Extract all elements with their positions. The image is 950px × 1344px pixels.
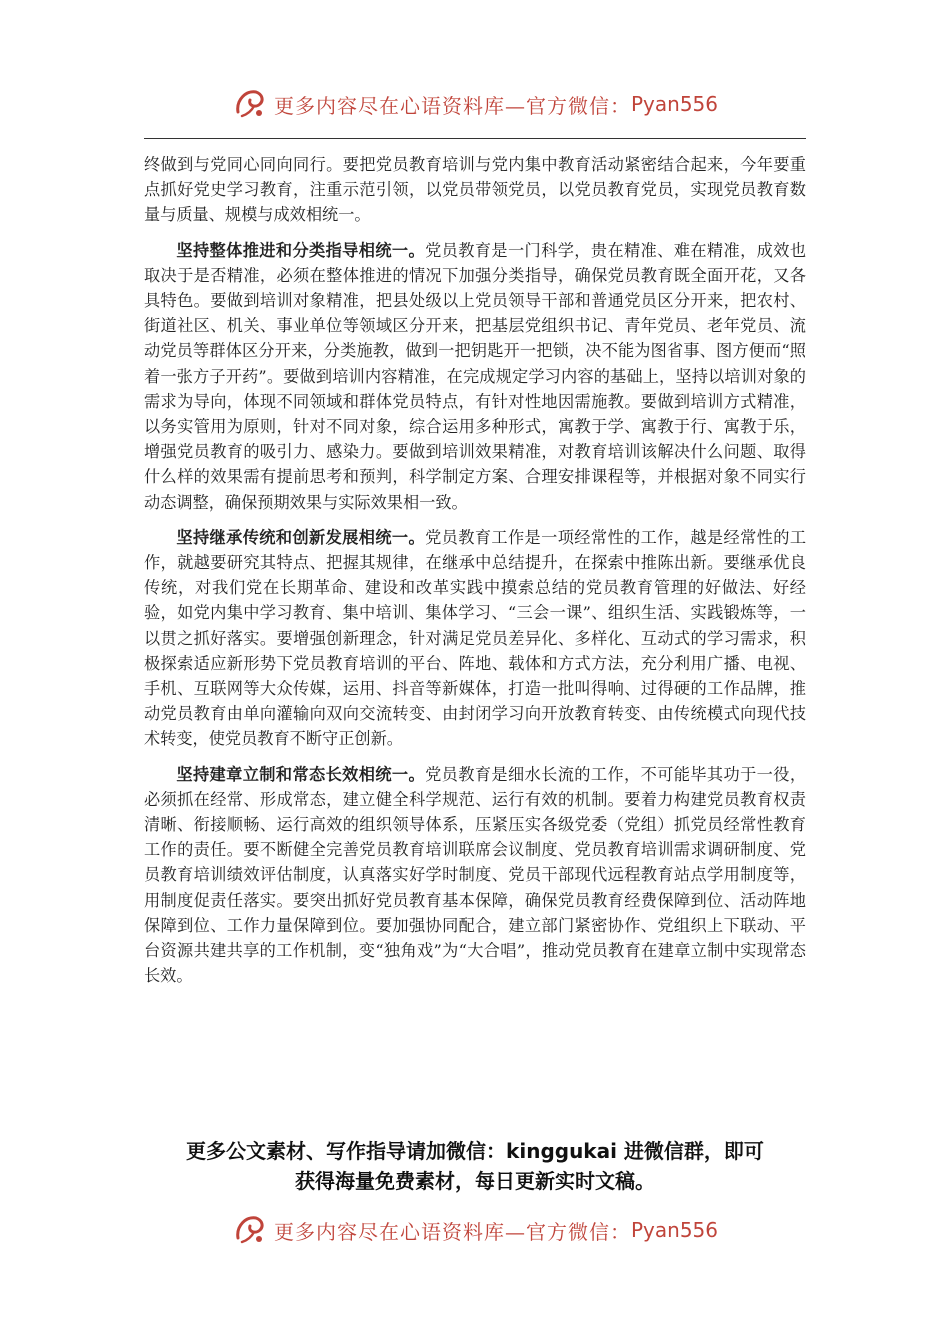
- paragraph-text: 终做到与党同心同向同行。要把党员教育培训与党内集中教育活动紧密结合起来，今年要重点抓好党史学习教育，注重示范引领，以党员带领党员，以党员教育党员，实现党员教育数量与质量、规模与成效相统一。: [144, 155, 806, 225]
- header-divider: [144, 138, 806, 139]
- paragraph-section: [144, 762, 806, 989]
- paragraph-heading: 坚持继承传统和创新发展相统一。: [176, 527, 426, 547]
- paragraph-heading: 坚持建章立制和常态长效相统一。: [176, 764, 426, 784]
- swirl-logo-icon: [232, 86, 268, 122]
- document-body: [144, 152, 806, 999]
- paragraph-text: 党员教育是一门科学，贵在精准、难在精准，成效也取决于是否精准，必须在整体推进的情况下加强分类指导，确保党员教育既全面开花，又各具特色。要做到培训对象精准，把县处级以上党员领导干部和普通党员区分开来，把农村、街道社区、机关、事业单位等领域区分开来，把基层党组织书记、青年党员、老年党员、流动党员等群体区分开来，分类施教，做到一把钥匙开一把锁，决不能为图省事、图方便而“照着一张方子开药”。要做到培训内容精准，在完成规定学习内容的基础上，坚持以培训对象的需求为导向，体现不同领域和群体党员特点，有针对性地因需施教。要做到培训方式精准，以务实管用为原则，针对不同对象，综合运用多种形式，寓教于学、寓教于行、寓教于乐，增强党员教育的吸引力、感染力。要做到培训效果精准，对教育培训该解决什么问题、取得什么样的效果需有提前思考和预判，科学制定方案、合理安排课程等，并根据对象不同实行动态调整，确保预期效果与实际效果相一致。: [144, 240, 807, 512]
- paragraph-section: [144, 238, 806, 515]
- promo-line-2: 获得海量免费素材，每日更新实时文稿。: [295, 1169, 655, 1193]
- promo-notice: [144, 1136, 806, 1196]
- footer-brand-banner: [0, 1210, 950, 1250]
- paragraph-heading: 坚持整体推进和分类指导相统一。: [176, 240, 426, 260]
- paragraph-text: 党员教育是细水长流的工作，不可能毕其功于一役，必须抓在经常、形成常态，建立健全科学规范、运行有效的机制。要着力构建党员教育权责清晰、衔接顺畅、运行高效的组织领导体系，压紧压实各级党委（党组）抓党员经常性教育工作的责任。要不断健全完善党员教育培训联席会议制度、党员教育培训需求调研制度、党员教育培训绩效评估制度，认真落实好学时制度、党员干部现代远程教育站点学用制度等，用制度促责任落实。要突出抓好党员教育基本保障，确保党员教育经费保障到位、活动阵地保障到位、工作力量保障到位。要加强协同配合，建立部门紧密协作、党组织上下联动、平台资源共建共享的工作机制，变“独角戏”为“大合唱”，推动党员教育在建章立制中实现常态长效。: [144, 764, 807, 986]
- paragraph-section: [144, 525, 806, 752]
- promo-line-1: 更多公文素材、写作指导请加微信：kinggukai 进微信群，即可: [186, 1139, 764, 1163]
- header-brand-text: 更多内容尽在心语资料库—官方微信：: [273, 93, 631, 118]
- footer-brand-text: 更多内容尽在心语资料库—官方微信：: [273, 1219, 631, 1244]
- header-brand-id: Pyan556: [630, 92, 718, 116]
- page-header: [0, 84, 950, 124]
- paragraph-continuation: [144, 152, 806, 228]
- footer-brand-id: Pyan556: [630, 1218, 718, 1242]
- swirl-logo-icon: [232, 1212, 268, 1248]
- paragraph-text: 党员教育工作是一项经常性的工作，越是经常性的工作，就越要研究其特点、把握其规律，在继承中总结提升，在探索中推陈出新。要继承优良传统，对我们党在长期革命、建设和改革实践中摸索总结的党员教育管理的好做法、好经验，如党内集中学习教育、集中培训、集体学习、“三会一课”、组织生活、实践锻炼等，一以贯之抓好落实。要增强创新理念，针对满足党员差异化、多样化、互动式的学习需求，积极探索适应新形势下党员教育培训的平台、阵地、载体和方式方法，充分利用广播、电视、手机、互联网等大众传媒，运用、抖音等新媒体，打造一批叫得响、过得硬的工作品牌，推动党员教育由单向灌输向双向交流转变、由封闭学习向开放教育转变、由传统模式向现代技术转变，使党员教育不断守正创新。: [144, 527, 807, 749]
